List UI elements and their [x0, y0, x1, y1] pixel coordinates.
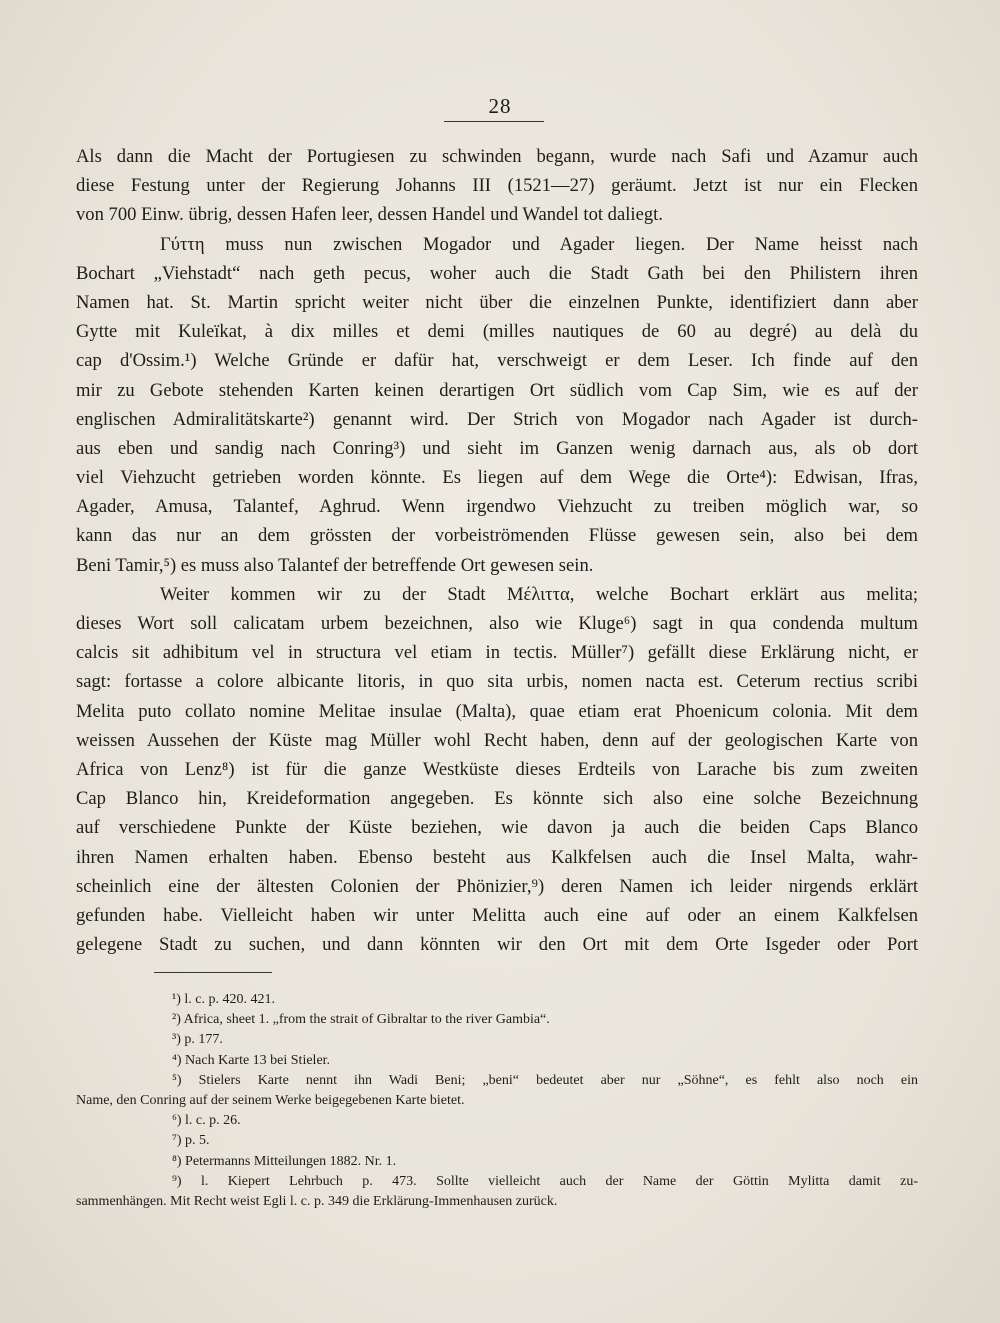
- footnote: ⁹) l. Kiepert Lehrbuch p. 473. Sollte vielleicht auch der Name der Göttin Mylitta damit zu-: [172, 1173, 918, 1189]
- text-line: calcis sit adhibitum vel in structura vel etiam in tectis. Müller⁷) gefällt diese Erklärung nicht, er: [76, 642, 918, 664]
- text-line: Africa von Lenz⁸) ist für die ganze Westküste dieses Erdteils von Larache bis zum zweiten: [76, 758, 918, 780]
- text-line: kann das nur an dem grössten der vorbeiströmenden Flüsse gewesen sein, also bei dem: [76, 525, 918, 547]
- text-line: aus eben und sandig nach Conring³) und sieht im Ganzen wenig darnach aus, als ob dort: [76, 437, 918, 459]
- header-rule: [444, 121, 544, 122]
- text-line: gelegene Stadt zu suchen, und dann könnten wir den Ort mit dem Orte Isgeder oder Port: [76, 934, 918, 956]
- text-line: Als dann die Macht der Portugiesen zu schwinden begann, wurde nach Safi und Azamur auch: [76, 146, 918, 167]
- footnote: ⁸) Petermanns Mitteilungen 1882. Nr. 1.: [172, 1153, 397, 1169]
- text-line: gefunden habe. Vielleicht haben wir unter Melitta auch eine auf oder an einem Kalkfelsen: [76, 904, 918, 926]
- text-line: Gytte mit Kuleïkat, à dix milles et demi (milles nautiques de 60 au degré) au delà du: [76, 321, 918, 343]
- footnotes: [76, 990, 918, 1212]
- text-line: mir zu Gebote stehenden Karten keinen derartigen Ort südlich vom Cap Sim, wie es auf der: [76, 379, 918, 401]
- text-line: cap d'Ossim.¹) Welche Gründe er dafür hat, verschweigt er dem Leser. Ich finde auf den: [76, 350, 918, 372]
- text-line: dieses Wort soll calicatam urbem bezeichnen, also wie Kluge⁶) sagt in qua condenda multum: [76, 613, 918, 634]
- text-line: scheinlich eine der ältesten Colonien der Phönizier,⁹) deren Namen ich leider nirgends erklärt: [76, 875, 918, 897]
- footnote: ⁶) l. c. p. 26.: [172, 1113, 241, 1129]
- text-line: ihren Namen erhalten haben. Ebenso besteht aus Kalkfelsen auch die Insel Malta, wahr-: [76, 846, 918, 868]
- footnote-continuation: sammenhängen. Mit Recht weist Egli l. c. p. 349 die Erklärung-Immenhausen zurück.: [76, 1193, 558, 1209]
- text-line: Weiter kommen wir zu der Stadt Μέλιττα, welche Bochart erklärt aus melita;: [160, 583, 918, 605]
- footnote: ³) p. 177.: [172, 1032, 223, 1048]
- page-number: 28: [488, 94, 512, 118]
- text-line: Bochart „Viehstadt“ nach geth pecus, woher auch die Stadt Gath bei den Philistern ihren: [76, 262, 918, 284]
- footnote: ⁷) p. 5.: [172, 1133, 210, 1149]
- text-line: auf verschiedene Punkte der Küste beziehen, wie davon ja auch die beiden Caps Blanco: [76, 817, 918, 839]
- body-text: [76, 142, 918, 959]
- text-line: Agader, Amusa, Talantef, Aghrud. Wenn irgendwo Viehzucht zu treiben möglich war, so: [76, 496, 918, 518]
- text-line: englischen Admiralitätskarte²) genannt wird. Der Strich von Mogador nach Agader ist durch-: [76, 408, 918, 430]
- text-line: Beni Tamir,⁵) es muss also Talantef der betreffende Ort gewesen sein.: [76, 554, 594, 576]
- text-line: diese Festung unter der Regierung Johanns III (1521—27) geräumt. Jetzt ist nur ein Flecken: [76, 175, 918, 197]
- text-line: Γύττη muss nun zwischen Mogador und Agader liegen. Der Name heisst nach: [160, 233, 918, 255]
- footnote-rule: [154, 972, 272, 973]
- footnote: ⁴) Nach Karte 13 bei Stieler.: [172, 1052, 331, 1068]
- footnote: ¹) l. c. p. 420. 421.: [172, 992, 275, 1007]
- text-line: von 700 Einw. übrig, dessen Hafen leer, dessen Handel und Wandel tot daliegt.: [76, 204, 663, 226]
- text-line: Cap Blanco hin, Kreideformation angegeben. Es könnte sich also eine solche Bezeichnung: [76, 788, 918, 810]
- text-line: Namen hat. St. Martin spricht weiter nicht über die einzelnen Punkte, identifiziert dann aber: [76, 291, 918, 313]
- text-line: weissen Aussehen der Küste mag Müller wohl Recht haben, denn auf der geologischen Karte von: [76, 729, 918, 751]
- footnote: ²) Africa, sheet 1. „from the strait of Gibraltar to the river Gambia“.: [172, 1012, 550, 1028]
- text-line: sagt: fortasse a colore albicante litoris, in quo sita urbis, nomen nacta est. Ceterum rectius scribi: [76, 671, 918, 693]
- text-line: Melita puto collato nomine Melitae insulae (Malta), quae etiam erat Phoenicum colonia. Mit dem: [76, 700, 918, 722]
- text-line: viel Viehzucht getrieben worden könnte. Es liegen auf dem Wege die Orte⁴): Edwisan, Ifras,: [76, 467, 918, 489]
- footnote-continuation: Name, den Conring auf der seinem Werke beigegebenen Karte bietet.: [76, 1092, 465, 1108]
- footnote: ⁵) Stielers Karte nennt ihn Wadi Beni; „beni“ bedeutet aber nur „Söhne“, es fehlt also noch ein: [172, 1072, 918, 1088]
